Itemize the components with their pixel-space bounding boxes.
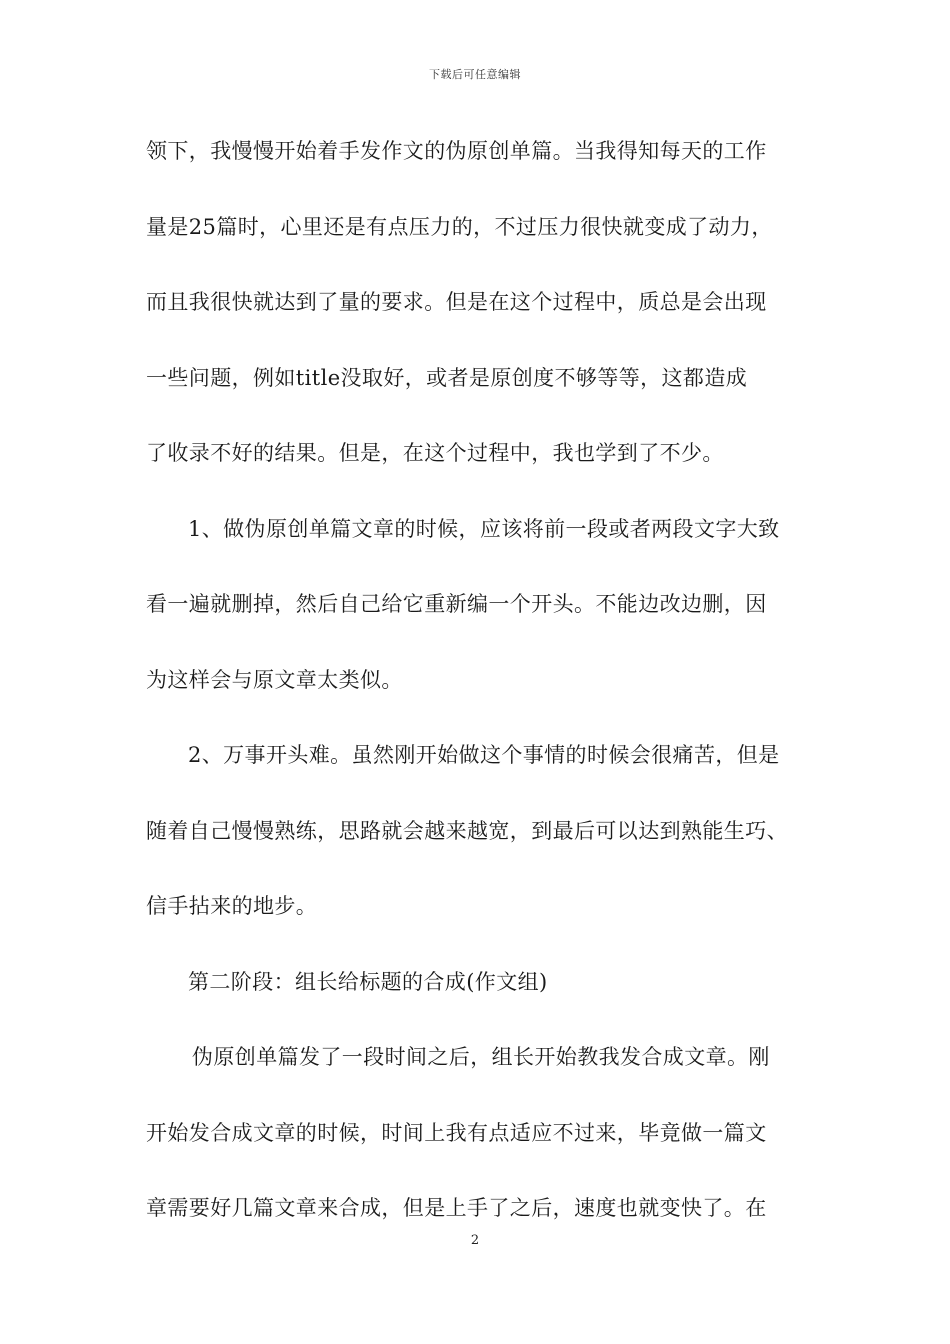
section-heading: 第二阶段：组长给标题的合成(作文组) [188,969,548,994]
text-line: 领下，我慢慢开始着手发作文的伪原创单篇。当我得知每天的工作 [146,139,767,163]
page-header: 下载后可任意编辑 [429,68,521,81]
text-line: 而且我很快就达到了量的要求。但是在这个过程中，质总是会出现 [146,290,767,314]
text-line: 2、万事开头难。虽然刚开始做这个事情的时候会很痛苦，但是 [188,743,780,767]
text-line: 章需要好几篇文章来合成，但是上手了之后，速度也就变快了。在 [146,1196,767,1220]
text-line: 信手拈来的地步。 [146,894,318,918]
document-body [146,134,826,1267]
text-line: 了收录不好的结果。但是，在这个过程中，我也学到了不少。 [146,441,724,465]
text-line: 为这样会与原文章太类似。 [146,667,403,692]
text-line: 1、做伪原创单篇文章的时候，应该将前一段或者两段文字大致 [188,516,780,541]
text-line: 一些问题，例如title没取好，或者是原创度不够等等，这都造成 [146,365,748,390]
text-line: 开始发合成文章的时候，时间上我有点适应不过来，毕竟做一篇文 [146,1120,767,1145]
text-line: 量是25篇时，心里还是有点压力的，不过压力很快就变成了动力， [146,214,773,239]
text-line: 看一遍就删掉，然后自己给它重新编一个开头。不能边改边删，因 [146,592,767,616]
text-line: 伪原创单篇发了一段时间之后，组长开始教我发合成文章。刚 [192,1045,770,1069]
page-number: 2 [470,1233,480,1248]
text-line: 随着自己慢慢熟练，思路就会越来越宽，到最后可以达到熟能生巧、 [146,818,788,843]
